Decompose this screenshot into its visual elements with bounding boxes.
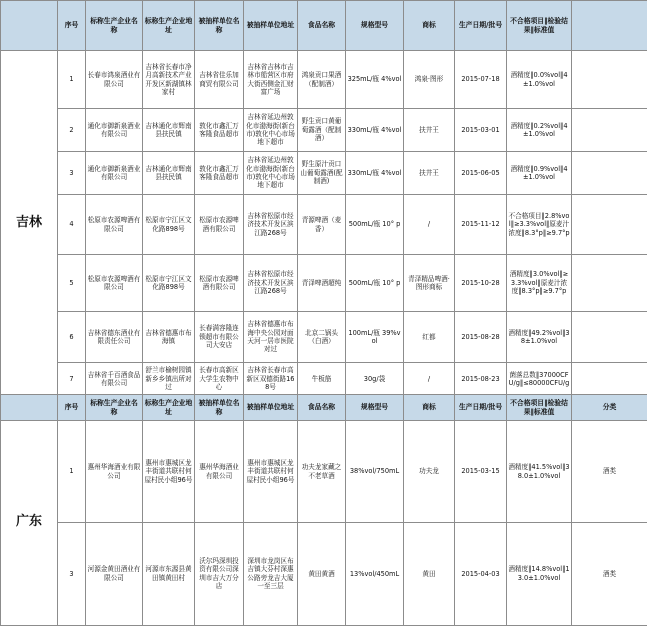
table-cell: 扶井王 (404, 152, 455, 195)
table-cell: 通化市御新泉酒业有限公司 (86, 152, 143, 195)
table-cell: 吉林省长春市高新区双德街路168号 (244, 363, 298, 396)
table-cell: 吉林省松原市经济技术开发区滨江路268号 (244, 195, 298, 255)
table-cell: 长春满容隆连锁超市有限公司大安店 (195, 312, 244, 363)
table-cell: 吉林省延边州敦化市渤海街(新台市)敦化中心市场地下超市 (244, 109, 298, 152)
table-cell: 1 (58, 421, 86, 523)
table-cell: 325mL/瓶 4%vol (346, 51, 404, 109)
guangdong-table (0, 394, 647, 626)
table-cell: 敦化市鑫汇万客隆食品超市 (195, 109, 244, 152)
header-cell: 标称生产企业名称 (86, 395, 143, 421)
table-cell: / (404, 195, 455, 255)
header-cell: 被抽样单位地址 (244, 395, 298, 421)
province-header-cell (1, 1, 58, 51)
table-cell: 2015-03-01 (455, 109, 507, 152)
table-cell: 酒类 (572, 421, 647, 523)
table-row (1, 109, 647, 152)
table-cell: 菌落总数‖37000CFU/g‖≤80000CFU/g (507, 363, 572, 396)
table-cell: 5 (58, 255, 86, 312)
header-cell: 规格型号 (346, 395, 404, 421)
table-cell: 2 (58, 109, 86, 152)
table-cell: 吉林省松原市经济技术开发区滨江路268号 (244, 255, 298, 312)
table-cell: 吉林通化市辉南县扶民镇 (143, 152, 195, 195)
table-cell: 吉林通化市辉南县扶民镇 (143, 109, 195, 152)
table-row (1, 421, 647, 523)
table-cell: 酒精度‖3.0%vol‖≥3.3%vol‖原麦汁浓度‖8.3°p‖≥9.7°p (507, 255, 572, 312)
table-row (1, 51, 647, 109)
header-cell: 标称生产企业名称 (86, 1, 143, 51)
table-row (1, 312, 647, 363)
header-cell: 食品名称 (298, 1, 346, 51)
table-cell: 13%vol/450mL (346, 523, 404, 625)
header-cell: 标称生产企业地址 (143, 395, 195, 421)
province-label: 吉林 (1, 51, 58, 396)
table-cell: 惠州华海酒业有限公司 (86, 421, 143, 523)
table-cell: 沃尔玛深圳投资有限公司深圳市吉大万分店 (195, 523, 244, 625)
table-cell: 松原市宁江区文化路898号 (143, 255, 195, 312)
table-cell: 河源市东源县黄田镇黄田村 (143, 523, 195, 625)
table-row (1, 523, 647, 625)
table-cell: 松原市宁江区文化路898号 (143, 195, 195, 255)
table-cell: 2015-03-15 (455, 421, 507, 523)
table-cell: 吉林省佳乐加商贸有限公司 (195, 51, 244, 109)
table-cell: 黄田 (404, 523, 455, 625)
table-cell: 酒精度‖49.2%vol‖38±1.0%vol (507, 312, 572, 363)
table-cell: 2015-08-23 (455, 363, 507, 396)
table-cell: 长春市鸿泉酒业有限公司 (86, 51, 143, 109)
table-cell: 2015-04-03 (455, 523, 507, 625)
table-cell: 酒精度‖41.5%vol‖38.0±1.0%vol (507, 421, 572, 523)
table-cell: 松原市农源啤酒有限公司 (86, 195, 143, 255)
table-row (1, 152, 647, 195)
table-row (1, 363, 647, 396)
table-cell: 4 (58, 195, 86, 255)
table-cell: 长春市高新区大学生农物中心 (195, 363, 244, 396)
table-cell: 30g/袋 (346, 363, 404, 396)
header-cell: 生产日期/批号 (455, 395, 507, 421)
header-cell: 序号 (58, 1, 86, 51)
table-cell: 功夫龙家藏之不老草酒 (298, 421, 346, 523)
table-cell: 100mL/瓶 39%vol (346, 312, 404, 363)
header-cell: 分类 (572, 395, 647, 421)
table-cell: 北京二锅头（白酒） (298, 312, 346, 363)
table-cell: 2015-08-28 (455, 312, 507, 363)
table-cell: 敦化市鑫汇万客隆食品超市 (195, 152, 244, 195)
table-cell: 38%vol/750mL (346, 421, 404, 523)
table-cell: 2015-07-18 (455, 51, 507, 109)
table-cell: 330mL/瓶 4%vol (346, 109, 404, 152)
table-cell: 牛板筋 (298, 363, 346, 396)
table-cell: 松原市农源啤酒有限公司 (195, 195, 244, 255)
table-cell: 松原市农源啤酒有限公司 (195, 255, 244, 312)
table-cell: 吉林省长春市净月高新技术产业开发区新湖镇林家村 (143, 51, 195, 109)
table-cell: 河源金黄田酒业有限公司 (86, 523, 143, 625)
table-cell: 6 (58, 312, 86, 363)
table-cell: 吉林省千百酒食品有限公司 (86, 363, 143, 396)
table-cell: 酒类 (572, 523, 647, 625)
table-cell: 2015-11-12 (455, 195, 507, 255)
header-cell: 不合格项目‖检验结果‖标准值 (507, 395, 572, 421)
table-cell: 通化市御新泉酒业有限公司 (86, 109, 143, 152)
table-cell: 酒精度‖0.9%vol‖4±1.0%vol (507, 152, 572, 195)
header-cell: 规格型号 (346, 1, 404, 51)
table-cell: 1 (58, 51, 86, 109)
table-cell: 青泽精品啤酒·图形商标 (404, 255, 455, 312)
table-row (1, 255, 647, 312)
guangdong-header-row (1, 395, 647, 421)
table-cell: 吉林省吉林市吉林市船营区市府大街西侧金汇财富广场 (244, 51, 298, 109)
table-cell: 3 (58, 523, 86, 625)
table-cell: 扶井王 (404, 109, 455, 152)
table-cell: 3 (58, 152, 86, 195)
table-cell: 鸿泉贡口果酒（配制酒） (298, 51, 346, 109)
table-cell: 惠州华海酒业有限公司 (195, 421, 244, 523)
table-cell: 酒精度‖14.8%vol‖13.0±1.0%vol (507, 523, 572, 625)
table-cell: 7 (58, 363, 86, 396)
blank-cell (572, 152, 647, 195)
header-cell: 标称生产企业地址 (143, 1, 195, 51)
header-cell: 商标 (404, 1, 455, 51)
blank-header-cell (572, 1, 647, 51)
table-cell: 舒兰市榆树园镇新乡乡镇出所对过 (143, 363, 195, 396)
table-cell: 500mL/瓶 10° p (346, 195, 404, 255)
table-cell: 酒精度‖0.0%vol‖4±1.0%vol (507, 51, 572, 109)
table-cell: 野生原汁贡口山葡萄露酒(配制酒) (298, 152, 346, 195)
table-cell: 惠州市惠城区龙丰街道共联村何屋村民小组96号 (244, 421, 298, 523)
table-cell: 功夫龙 (404, 421, 455, 523)
table-row (1, 195, 647, 255)
table-cell: 吉林省德惠市布海镇 (143, 312, 195, 363)
province-label: 广东 (1, 421, 58, 626)
blank-cell (572, 195, 647, 255)
table-cell: 青泽啤酒超纯 (298, 255, 346, 312)
header-cell: 食品名称 (298, 395, 346, 421)
table-cell: 吉林省德惠市布海中央公园对面天河一居市医院对过 (244, 312, 298, 363)
header-cell: 被抽样单位地址 (244, 1, 298, 51)
table-cell: 惠州市惠城区龙丰街道共联村何屋村民小组96号 (143, 421, 195, 523)
table-cell: 500mL/瓶 10° p (346, 255, 404, 312)
table-cell: 2015-06-05 (455, 152, 507, 195)
blank-cell (572, 363, 647, 396)
table-cell: 2015-10-28 (455, 255, 507, 312)
header-cell: 被抽样单位名称 (195, 395, 244, 421)
table-cell: 黄田黄酒 (298, 523, 346, 625)
table-cell: 鸿泉·图形 (404, 51, 455, 109)
table-cell: 红都 (404, 312, 455, 363)
table-cell: 野生贡口黄葡萄露酒（配制酒） (298, 109, 346, 152)
blank-cell (572, 51, 647, 109)
table-cell: 吉林省延边州敦化市渤海街(新台市)敦化中心市场地下超市 (244, 152, 298, 195)
header-cell: 不合格项目‖检验结果‖标准值 (507, 1, 572, 51)
header-cell: 序号 (58, 395, 86, 421)
table-cell: 330mL/瓶 4%vol (346, 152, 404, 195)
header-cell: 生产日期/批号 (455, 1, 507, 51)
header-cell: 被抽样单位名称 (195, 1, 244, 51)
table-cell: 吉林省德东酒业有限责任公司 (86, 312, 143, 363)
table-cell: 不合格项目‖2.8%vol‖≥3.3%vol‖原麦汁浓度‖8.3°p‖≥9.7°p (507, 195, 572, 255)
table-cell: 松原市农源啤酒有限公司 (86, 255, 143, 312)
blank-cell (572, 255, 647, 312)
table-cell: / (404, 363, 455, 396)
table-cell: 酒精度‖0.2%vol‖4±1.0%vol (507, 109, 572, 152)
table-cell: 青源啤酒（麦香） (298, 195, 346, 255)
header-cell: 商标 (404, 395, 455, 421)
jilin-header-row (1, 1, 647, 51)
blank-cell (572, 312, 647, 363)
blank-cell (572, 109, 647, 152)
table-cell: 深圳市龙岗区布吉镇大芬村深惠公路旁龙吉大厦一至三层 (244, 523, 298, 625)
province-header-cell (1, 395, 58, 421)
